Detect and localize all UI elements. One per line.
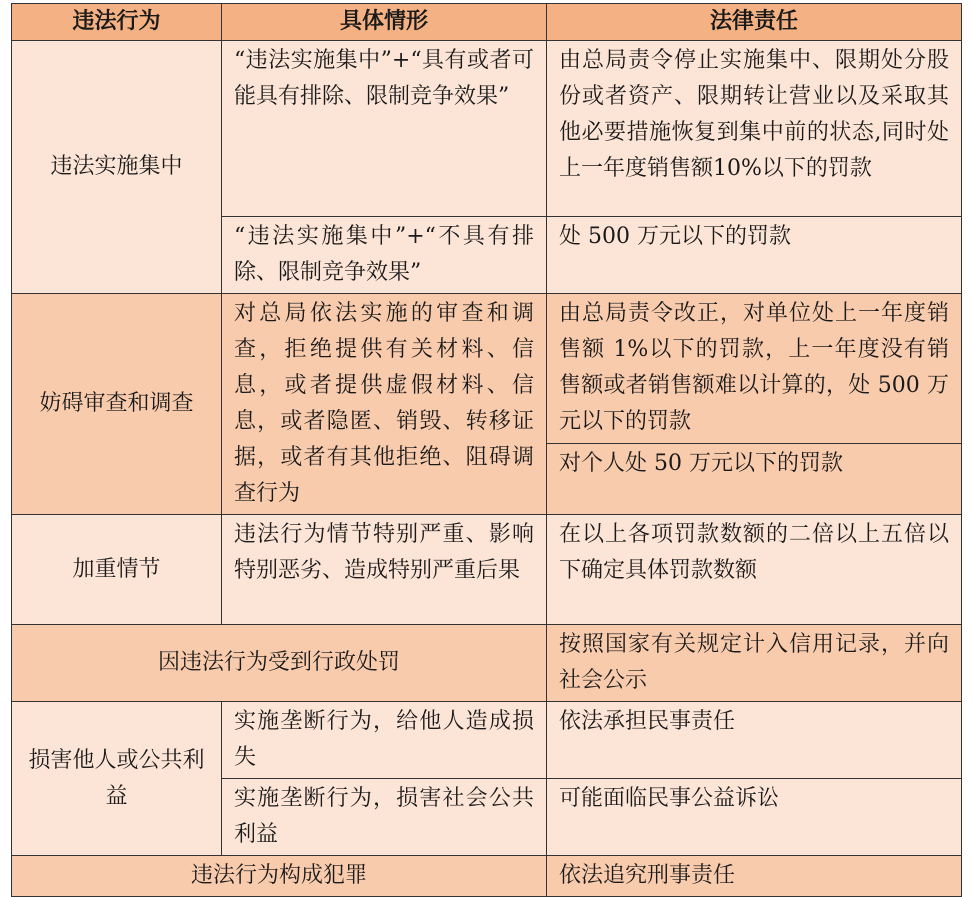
situation-cell: 实施垄断行为，给他人造成损失 [222,702,547,779]
header-illegal-act: 违法行为 [12,4,222,41]
row-label-admin-penalty: 因违法行为受到行政处罚 [12,625,547,702]
legal-liability-table [11,3,962,897]
table-row [12,856,962,897]
situation-cell: “违法实施集中”+“不具有排除、限制竞争效果” [222,217,547,294]
liability-cell: 对个人处 50 万元以下的罚款 [547,444,962,515]
liability-cell: 依法追究刑事责任 [547,856,962,897]
situation-cell: 对总局依法实施的审查和调查，拒绝提供有关材料、信息，或者提供虚假材料、信息，或者隐匿、销毁、转移证据，或者有其他拒绝、阻碍调查行为 [222,294,547,515]
liability-cell: 处 500 万元以下的罚款 [547,217,962,294]
situation-cell: 实施垄断行为，损害社会公共利益 [222,779,547,856]
table-row [12,702,962,779]
row-label-illegal-concentration: 违法实施集中 [12,41,222,294]
liability-cell: 由总局责令改正，对单位处上一年度销售额 1%以下的罚款，上一年度没有销售额或者销售额难以计算的，处 500 万元以下的罚款 [547,294,962,444]
header-row [12,4,962,41]
row-label-crime: 违法行为构成犯罪 [12,856,547,897]
row-label-obstruct-review: 妨碍审查和调查 [12,294,222,515]
table-row [12,41,962,217]
header-liability: 法律责任 [547,4,962,41]
liability-cell: 由总局责令停止实施集中、限期处分股份或者资产、限期转让营业以及采取其他必要措施恢复到集中前的状态,同时处上一年度销售额10%以下的罚款 [547,41,962,217]
liability-cell: 在以上各项罚款数额的二倍以上五倍以下确定具体罚款数额 [547,515,962,625]
table-row [12,625,962,702]
situation-cell: “违法实施集中”+“具有或者可能具有排除、限制竞争效果” [222,41,547,217]
row-label-aggravated: 加重情节 [12,515,222,625]
liability-cell: 可能面临民事公益诉讼 [547,779,962,856]
liability-cell: 按照国家有关规定计入信用记录，并向社会公示 [547,625,962,702]
table-row [12,294,962,444]
liability-cell: 依法承担民事责任 [547,702,962,779]
header-situation: 具体情形 [222,4,547,41]
table-row [12,515,962,625]
row-label-harm-interest: 损害他人或公共利益 [12,702,222,856]
situation-cell: 违法行为情节特别严重、影响特别恶劣、造成特别严重后果 [222,515,547,625]
